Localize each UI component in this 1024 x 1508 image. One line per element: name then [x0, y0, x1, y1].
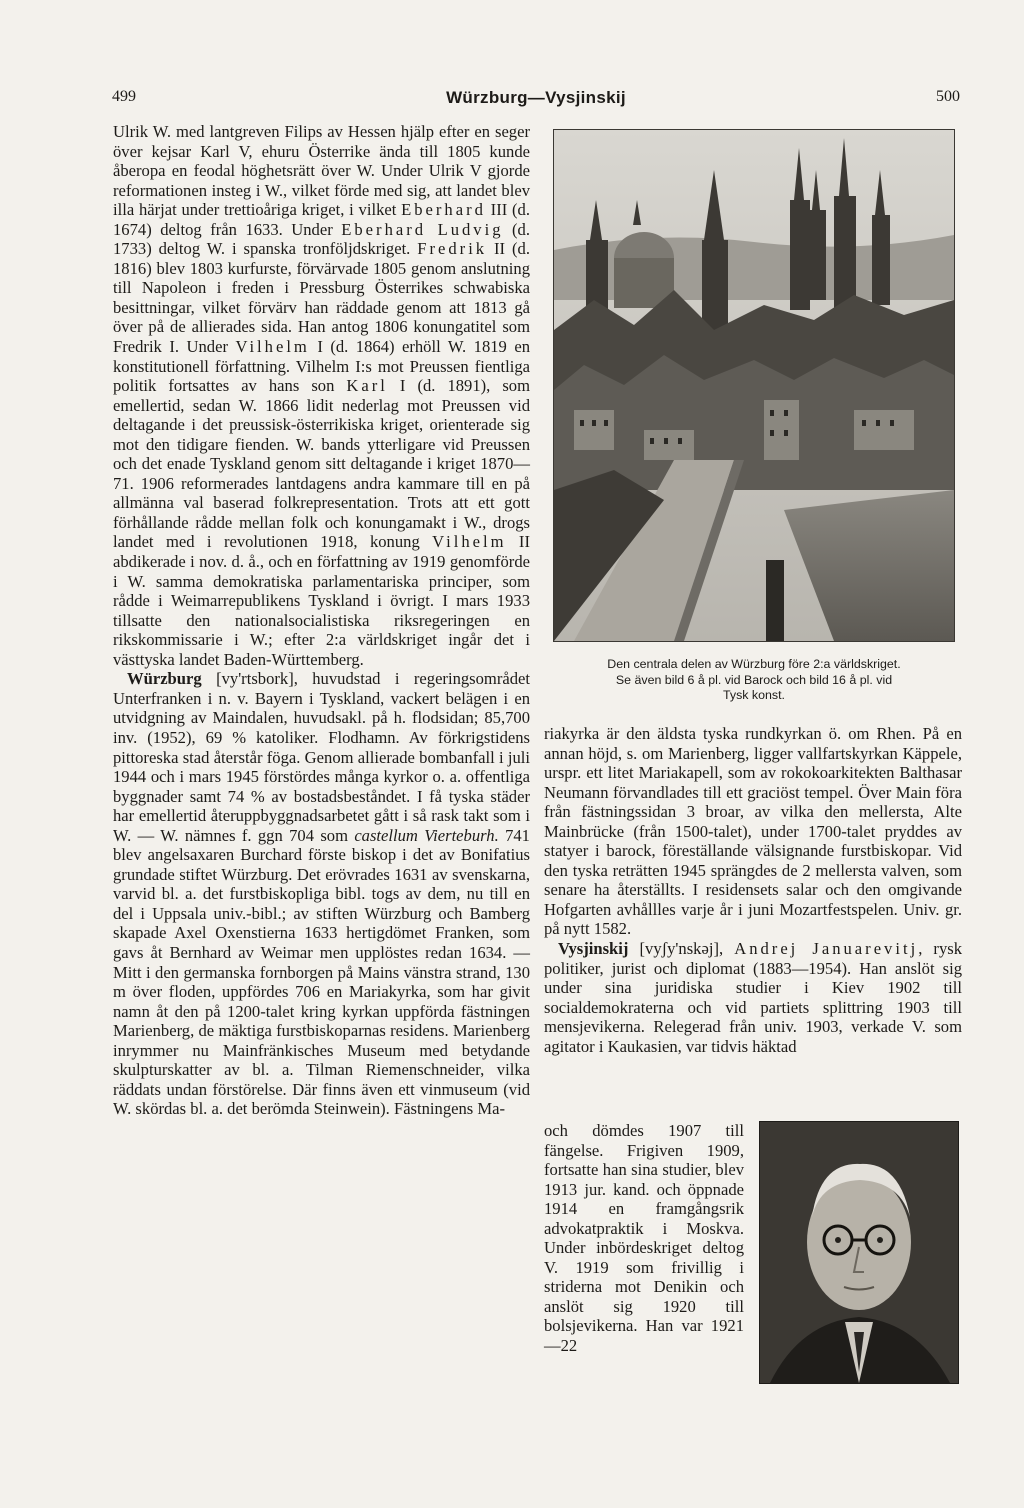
vysjinskij-entry: Vysjinskij [vyʃy'nskəj], Andrej Januarevitj, rysk politiker, jurist och diplomat (1883—1954). Han anslöt sig under sina juridiska studier i Kiev 1902 till socialdemokraterna och vid partiets splittring 1903 till mensjevikerna. Relegerad från univ. 1903, verkade V. som agitator i Kaukasien, var tidvis häktad — [544, 939, 962, 1056]
portrait-illustration — [760, 1122, 958, 1383]
left-column — [113, 122, 530, 1119]
entry-headword-vysjinskij: Vysjinskij — [558, 939, 629, 959]
page-number-left: 499 — [112, 88, 136, 105]
right-column — [544, 724, 962, 1056]
page-number-right: 500 — [936, 88, 960, 105]
vysjinskij-continuation: och dömdes 1907 till fängelse. Frigiven 1909, fortsatte han sina studier, blev 1913 jur. kand. och öppnade 1914 en framgångsrik advokatpraktik i Moskva. Under inbördeskriget deltog V. 1919 som frivillig i striderna mot Denikin och anslöt sig 1920 till bolsjevikerna. Han var 1921—22 — [544, 1121, 744, 1356]
wurttemberg-history-paragraph: Ulrik W. med lantgreven Filips av Hessen hjälp efter en seger över kejsar Karl V, ehuru Österrike ända till 1805 kunde åberopa en feodal höghetsrätt över W. Under Ulrik V gjorde reformationen insteg i W., vilket förde med sig, att landet blev illa härjat under trettioåriga kriget, i vilket Eberhard III (d. 1674) deltog från 1633. Under Eberhard Ludvig (d. 1733) deltog W. i spanska tronföljdskriget. Fredrik II (d. 1816) blev 1803 kurfurste, förvärvade 1805 genom anslutning till Napoleon i freden i Pressburg Österrikes schwabiska besittningar, vilket förvärv han räddade genom att 1813 gå över på de allierades sida. Han antog 1806 konungatitel som Fredrik I. Under Vilhelm I (d. 1864) erhöll W. 1819 en konstitutionell författning. Vilhelm I:s mot Preussen fientliga politik fortsattes av hans son Karl I (d. 1891), som emellertid, sedan W. 1866 lidit nederlag mot Preussen vid deltagande i det preussisk-österrikiska kriget, orienterade sig mot den tidigare fienden. W. bands ytterligare vid Preussen och det enade Tyskland genom sitt deltagande i kriget 1870—71. 1906 reformerades lantdagens andra kammare till en på allmänna val baserad folkrepresentation. Trots att ett gott förhållande rådde mellan folk och konungamakt i W., drogs landet med i revolutionen 1918, konung Vilhelm II abdikerade i nov. d. å., och en författning av 1919 genomförde i W. samma demokratiska parlamentariska principer, som rådde i Weimarrepublikens Tyskland i övrigt. I mars 1933 tillsatte den nationalsocialistiska riksregeringen en rikskommissarie i W.; efter 2:a världskriget ingår det i västtyska landet Baden-Württemberg. — [113, 122, 530, 669]
vysjinskij-portrait — [759, 1121, 959, 1384]
city-photo-caption: Den centrala delen av Würzburg före 2:a världskriget. Se även bild 6 å pl. vid Barock och bild 16 å pl. vid Tysk konst. — [607, 657, 901, 702]
page-header — [112, 88, 960, 112]
city-illustration — [554, 130, 954, 641]
entry-headword-wurzburg: Würzburg — [127, 669, 202, 689]
wurzburg-city-photo — [553, 129, 955, 642]
marienberg-continuation: riakyrka är den äldsta tyska rundkyrkan ö. om Rhen. På en annan höjd, s. om Marienberg, ligger vallfartskyrkan Käppele, urspr. ett litet Mariakapell, som av rokokoarkitekten Balthasar Neumann förvandlades till ett graciöst tempel. Över Main föra från fästningssidan 3 broar, av vilka den mellersta, Alte Mainbrücke (från 1500-talet), under 1700-talet pryddes av statyer i barock, föreställande välsignande furstbiskopar. Vid den tyska reträtten 1945 sprängdes de 2 mellersta valven, som senare ha återställts. I residensets salar och den omgivande Hofgarten avhållles varje år i juni Mozartfestspelen. Univ. gr. på nytt 1582. — [544, 724, 962, 939]
running-title: Würzburg—Vysjinskij — [446, 88, 626, 107]
wurzburg-entry: Würzburg [vy'rtsbork], huvudstad i regeringsområdet Unterfranken i n. v. Bayern i Tyskland, vackert belägen i en utvidgning av Maindalen, huvudsakl. på h. flodsidan; 85,700 inv. (1952), 69 % katoliker. Flodhamn. Av förkrigstidens pittoreska stad återstår föga. Genom allierade bombanfall i juli 1944 och i mars 1945 förstördes många kyrkor o. a. offentliga byggnader samt 74 % av bostadsbeståndet. I få tyska städer har emellertid återuppbyggnadsarbetet gått i så rask takt som i W. — W. nämnes f. ggn 704 som castellum Vierteburh. 741 blev angelsaxaren Burchard förste biskop i det av Bonifatius grundade stiftet Würzburg. Det erövrades 1631 av svenskarna, varvid bl. a. det furstbiskopliga bibl. togs av dem, nu till en del i Uppsala univ.-bibl.; av stiften Würzburg och Bamberg skapade Axel Oxenstierna 1633 hertigdömet Franken, som gavs åt Bernhard av Weimar men upplöstes redan 1634. — Mitt i den germanska fornborgen på Mains vänstra strand, 130 m över floden, uppfördes 706 en Mariakyrka, som har givit namn åt den på 1200-talet kring kyrkan uppförda fästningen Marienberg, de mäktiga furstbiskoparnas residens. Marienberg inrymmer nu Mainfränkisches Museum med betydande skulpturskatter av bl. a. Tilman Riemenschneider, vilka räddats undan förstörelse. Där finns även ett vinmuseum (vid W. skördas bl. a. det berömda Steinwein). Fästningens Ma- — [113, 669, 530, 1119]
right-column-narrow — [544, 1121, 744, 1356]
